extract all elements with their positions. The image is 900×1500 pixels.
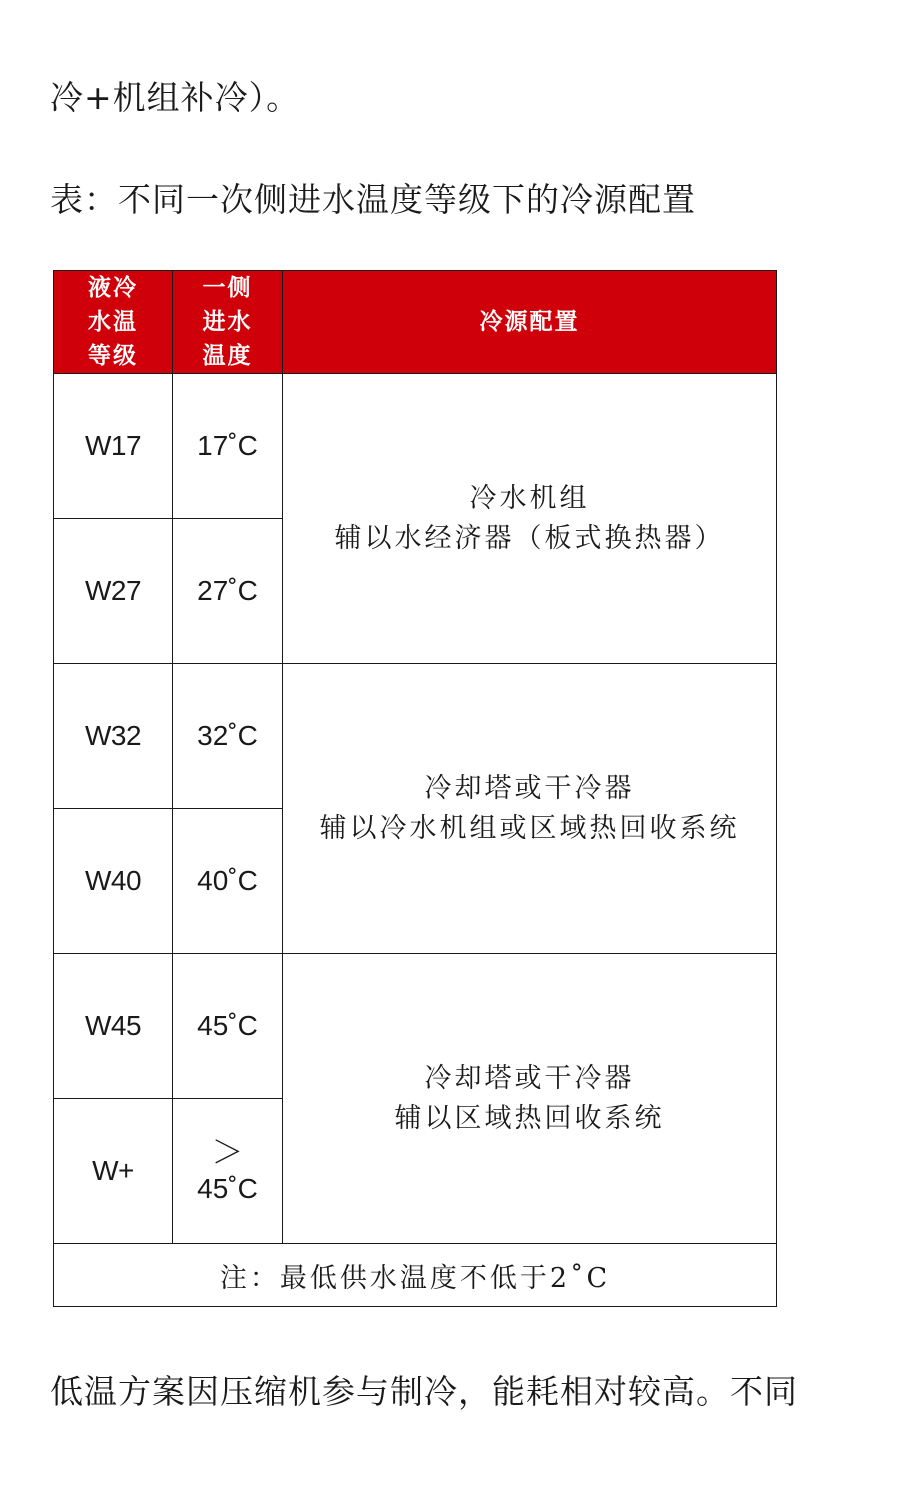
grade-cell: W40 [54, 809, 173, 954]
grade-cell: W+ [54, 1099, 173, 1244]
header-grade: 液冷 水温 等级 [54, 271, 173, 374]
table-row [54, 954, 777, 1099]
config-cell: 冷却塔或干冷器 辅以区域热回收系统 [283, 954, 777, 1244]
temp-cell: 40˚C [173, 809, 283, 954]
temp-cell: 27˚C [173, 519, 283, 664]
table-header-row [54, 271, 777, 374]
table-note: 注：最低供水温度不低于2˚C [54, 1244, 777, 1307]
grade-cell: W45 [54, 954, 173, 1099]
config-cell: 冷水机组 辅以水经济器（板式换热器） [283, 374, 777, 664]
temp-cell: 17˚C [173, 374, 283, 519]
header-cooling-config: 冷源配置 [283, 271, 777, 374]
table-row [54, 374, 777, 519]
grade-cell: W27 [54, 519, 173, 664]
table-row [54, 664, 777, 809]
grade-cell: W17 [54, 374, 173, 519]
config-cell: 冷却塔或干冷器 辅以冷水机组或区域热回收系统 [283, 664, 777, 954]
paragraph-bottom: 低温方案因压缩机参与制冷，能耗相对较高。不同 [50, 1372, 798, 1411]
paragraph-top: 冷+机组补冷）。 [50, 78, 301, 117]
header-inlet-temp: 一侧 进水 温度 [173, 271, 283, 374]
grade-cell: W32 [54, 664, 173, 809]
temp-cell: ＞ 45˚C [173, 1099, 283, 1244]
table-caption: 表：不同一次侧进水温度等级下的冷源配置 [50, 180, 696, 219]
greater-than-sign: ＞ [211, 1134, 244, 1170]
cooling-source-table [53, 270, 777, 1307]
temp-cell: 45˚C [173, 954, 283, 1099]
table-note-row [54, 1244, 777, 1307]
temp-cell: 32˚C [173, 664, 283, 809]
